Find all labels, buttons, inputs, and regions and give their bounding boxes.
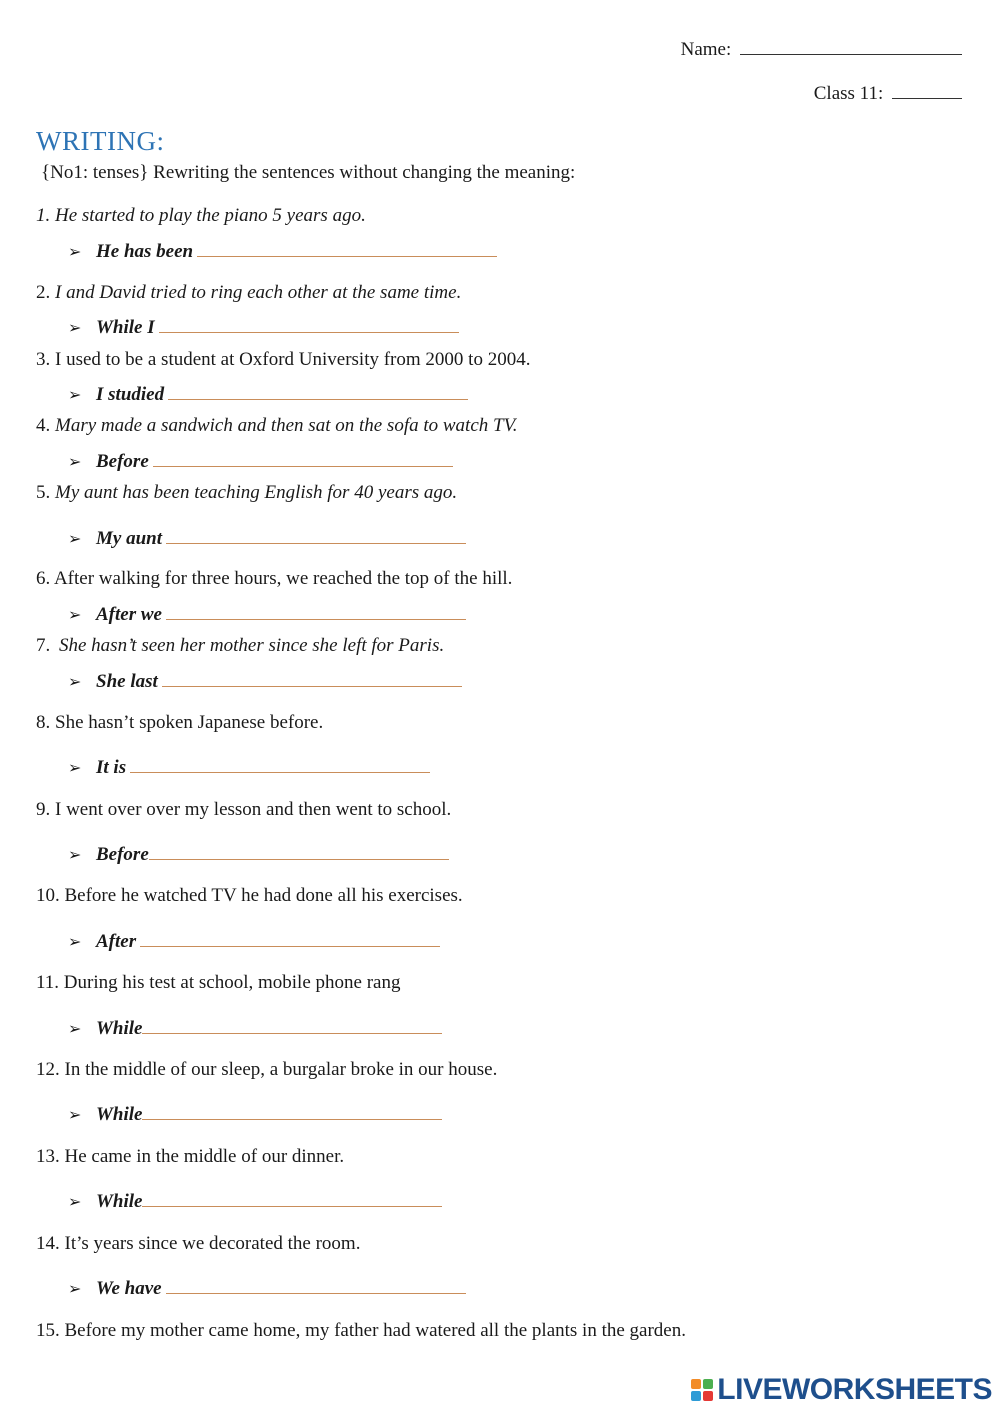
question-13: [36, 1146, 344, 1168]
question-4: [36, 415, 518, 437]
arrow-bullet-icon: ➢: [68, 607, 82, 624]
question-text: He came in the middle of our dinner.: [64, 1146, 345, 1167]
answer-prompt: We have: [96, 1278, 162, 1299]
question-10: [36, 885, 463, 907]
question-number: 7.: [36, 635, 51, 656]
question-15: [36, 1320, 686, 1342]
question-text: It’s years since we decorated the room.: [64, 1233, 361, 1254]
question-number: 9.: [36, 799, 51, 820]
class-field-row: [814, 80, 962, 105]
answer-6: [68, 602, 466, 626]
answer-prompt: She last: [96, 671, 158, 692]
answer-7: [68, 669, 462, 693]
arrow-bullet-icon: ➢: [68, 760, 82, 777]
answer-14: [68, 1276, 466, 1300]
question-1: [36, 205, 366, 227]
question-number: 1.: [36, 205, 51, 226]
question-text: Before he watched TV he had done all his exercises.: [64, 885, 463, 906]
logo-square-3: [691, 1391, 701, 1401]
answer-3: [68, 382, 468, 406]
question-14: [36, 1233, 360, 1255]
question-number: 4.: [36, 415, 51, 436]
arrow-bullet-icon: ➢: [68, 320, 82, 337]
section-heading: WRITING:: [36, 126, 165, 156]
question-text: I went over over my lesson and then went to school.: [55, 799, 452, 820]
question-text: During his test at school, mobile phone rang: [63, 972, 401, 993]
answer-11: [68, 1016, 442, 1040]
question-number: 14.: [36, 1233, 60, 1254]
question-text: My aunt has been teaching English for 40 years ago.: [55, 482, 458, 503]
answer-blank[interactable]: [168, 382, 468, 400]
answer-prompt: Before: [96, 451, 149, 472]
question-9: [36, 799, 451, 821]
arrow-bullet-icon: ➢: [68, 1194, 82, 1211]
answer-prompt: After we: [96, 604, 162, 625]
question-number: 11.: [36, 972, 60, 993]
question-number: 8.: [36, 712, 51, 733]
question-6: [36, 568, 512, 590]
answer-blank[interactable]: [142, 1102, 442, 1120]
question-number: 2.: [36, 282, 51, 303]
instruction-text: {No1: tenses} Rewriting the sentences without changing the meaning:: [41, 162, 576, 183]
question-8: [36, 712, 323, 734]
question-3: [36, 349, 530, 371]
arrow-bullet-icon: ➢: [68, 1281, 82, 1298]
arrow-bullet-icon: ➢: [68, 934, 82, 951]
arrow-bullet-icon: ➢: [68, 847, 82, 864]
answer-prompt: I studied: [96, 384, 165, 405]
answer-blank[interactable]: [159, 315, 459, 333]
answer-blank[interactable]: [140, 929, 440, 947]
name-blank[interactable]: [740, 36, 962, 55]
answer-8: [68, 755, 430, 779]
question-number: 3.: [36, 349, 51, 370]
answer-9: [68, 842, 449, 866]
answer-prompt: While: [96, 1018, 143, 1039]
logo-square-1: [691, 1379, 701, 1389]
answer-5: [68, 526, 466, 550]
answer-blank[interactable]: [142, 1189, 442, 1207]
answer-blank[interactable]: [166, 1276, 466, 1294]
arrow-bullet-icon: ➢: [68, 1107, 82, 1124]
question-number: 15.: [36, 1320, 60, 1341]
question-text: I used to be a student at Oxford University from 2000 to 2004.: [55, 349, 531, 370]
logo-text: LIVEWORKSHEETS: [717, 1373, 992, 1406]
question-number: 13.: [36, 1146, 60, 1167]
answer-blank[interactable]: [153, 449, 453, 467]
answer-prompt: While I: [96, 317, 155, 338]
question-number: 6.: [36, 568, 51, 589]
question-number: 5.: [36, 482, 51, 503]
question-2: [36, 282, 461, 304]
arrow-bullet-icon: ➢: [68, 1021, 82, 1038]
question-5: [36, 482, 457, 504]
name-label: Name:: [680, 39, 732, 60]
answer-blank[interactable]: [197, 239, 497, 257]
answer-12: [68, 1102, 442, 1126]
arrow-bullet-icon: ➢: [68, 454, 82, 471]
answer-prompt: It is: [96, 757, 127, 778]
answer-blank[interactable]: [166, 526, 466, 544]
answer-blank[interactable]: [149, 842, 449, 860]
arrow-bullet-icon: ➢: [68, 531, 82, 548]
question-text: Mary made a sandwich and then sat on the sofa to watch TV.: [55, 415, 518, 436]
answer-prompt: While: [96, 1191, 143, 1212]
arrow-bullet-icon: ➢: [68, 244, 82, 261]
logo-square-2: [703, 1379, 713, 1389]
answer-blank[interactable]: [142, 1016, 442, 1034]
answer-prompt: My aunt: [96, 528, 162, 549]
answer-10: [68, 929, 440, 953]
name-field-row: [681, 36, 962, 61]
answer-blank[interactable]: [162, 669, 462, 687]
answer-blank[interactable]: [166, 602, 466, 620]
question-11: [36, 972, 400, 994]
answer-1: [68, 239, 497, 263]
question-text: After walking for three hours, we reached the top of the hill.: [53, 568, 513, 589]
question-text: Before my mother came home, my father had watered all the plants in the garden.: [64, 1320, 686, 1341]
question-text: He started to play the piano 5 years ago.: [55, 205, 366, 226]
answer-prompt: He has been: [96, 241, 194, 262]
class-label: Class 11:: [813, 83, 884, 104]
answer-2: [68, 315, 459, 339]
question-number: 10.: [36, 885, 60, 906]
answer-blank[interactable]: [130, 755, 430, 773]
answer-4: [68, 449, 453, 473]
question-12: [36, 1059, 497, 1081]
question-number: 12.: [36, 1059, 60, 1080]
answer-prompt: After: [96, 931, 137, 952]
arrow-bullet-icon: ➢: [68, 674, 82, 691]
answer-prompt: While: [96, 1104, 143, 1125]
question-7: [36, 635, 444, 657]
question-text: She hasn’t seen her mother since she left for Paris.: [59, 635, 445, 656]
liveworksheets-logo: [691, 1373, 992, 1407]
question-text: She hasn’t spoken Japanese before.: [55, 712, 324, 733]
answer-prompt: Before: [96, 844, 149, 865]
answer-13: [68, 1189, 442, 1213]
arrow-bullet-icon: ➢: [68, 387, 82, 404]
class-blank[interactable]: [892, 80, 962, 99]
logo-square-4: [703, 1391, 713, 1401]
question-text: I and David tried to ring each other at the same time.: [55, 282, 462, 303]
liveworksheets-logo-icon: [691, 1379, 713, 1401]
question-text: In the middle of our sleep, a burgalar broke in our house.: [64, 1059, 498, 1080]
